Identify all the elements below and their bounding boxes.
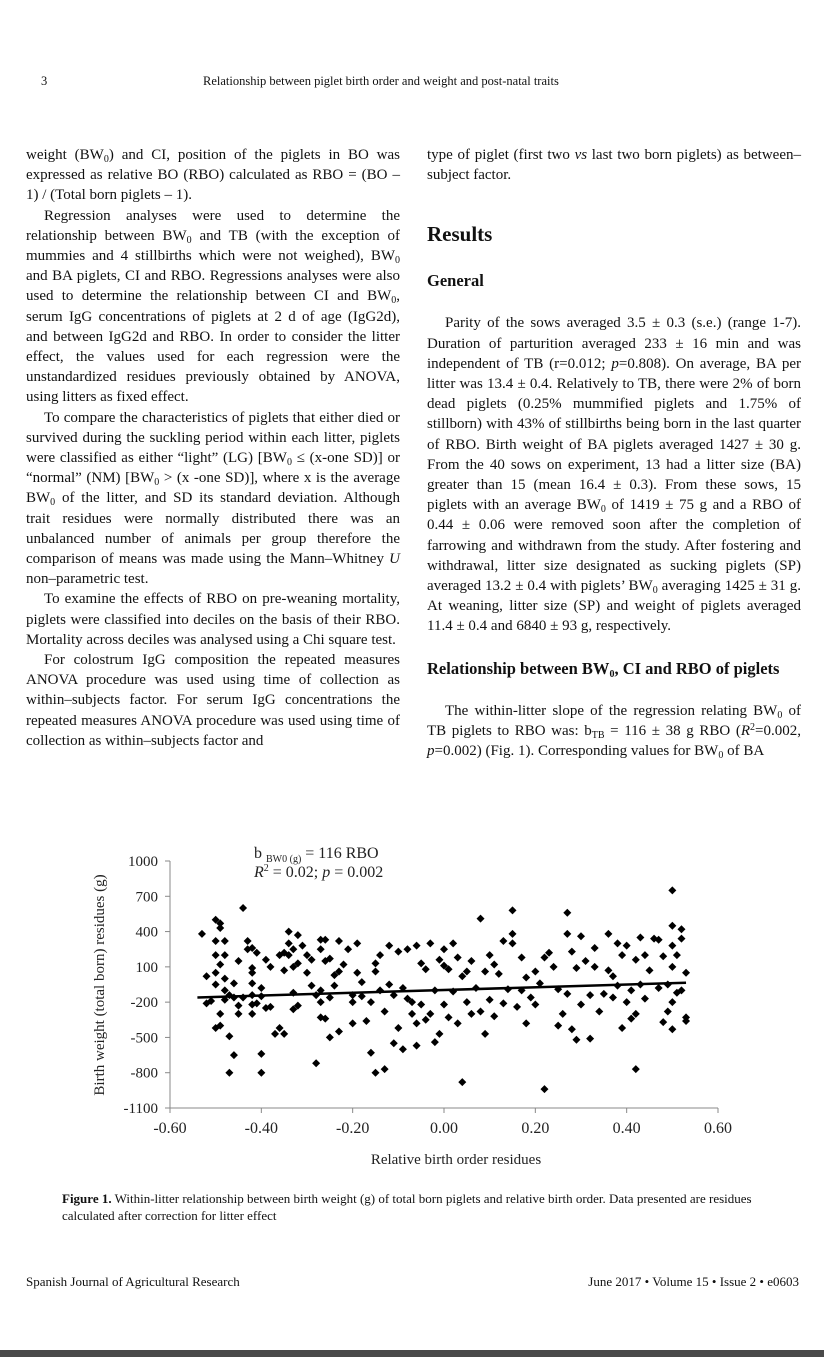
data-point — [422, 1016, 430, 1024]
data-point — [358, 978, 366, 986]
data-point — [477, 915, 485, 923]
data-point — [659, 952, 667, 960]
y-tick-label: -800 — [130, 1065, 158, 1082]
data-point — [563, 930, 571, 938]
y-tick-label: -200 — [130, 995, 158, 1012]
data-point — [659, 1018, 667, 1026]
regression-stats: $R^2 = 0.02$; p = 0.002 — [254, 863, 384, 881]
x-tick-label: 0.20 — [521, 1120, 550, 1137]
data-point — [582, 957, 590, 965]
data-point — [604, 966, 612, 974]
subsection-heading-relationship: Relationship between $BW_0$, CI and RBO of piglets — [427, 658, 780, 680]
data-point — [435, 956, 443, 964]
running-title: Relationship between piglet birth order and weight and post-natal traits — [203, 74, 559, 88]
data-point — [572, 1036, 580, 1044]
y-tick-label: -1100 — [123, 1101, 158, 1117]
data-point — [531, 1000, 539, 1008]
data-point — [276, 1024, 284, 1032]
x-tick-label: -0.20 — [336, 1120, 370, 1137]
data-point — [550, 963, 558, 971]
data-point — [435, 1030, 443, 1038]
y-axis-label: Birth weight (total born) residues (g) — [92, 874, 108, 1096]
data-point — [198, 930, 206, 938]
data-point — [668, 1025, 676, 1033]
left-column — [26, 145, 400, 751]
data-point — [335, 937, 343, 945]
data-point — [372, 1069, 380, 1077]
data-point — [344, 945, 352, 953]
paragraph: The within-litter slope of the regression relating $BW_0$ of TB piglets to RBO was: $b_{TB} = 116 \pm 38$ g RBO ($R^2=0.002$, p=0.002) (Fig. 1). Corresponding values for $BW_0$ of BA — [427, 702, 801, 762]
data-point — [668, 922, 676, 930]
data-point — [445, 1013, 453, 1021]
data-point — [641, 995, 649, 1003]
data-point — [426, 1010, 434, 1018]
data-point — [367, 998, 375, 1006]
data-point — [591, 963, 599, 971]
data-point — [349, 1019, 357, 1027]
data-point — [673, 951, 681, 959]
data-point — [463, 998, 471, 1006]
data-point — [486, 951, 494, 959]
data-point — [614, 939, 622, 947]
data-point — [248, 969, 256, 977]
paragraph: type of piglet (first two vs last two born piglets) as between–subject factor. — [427, 147, 801, 184]
chart-axes — [124, 854, 732, 1137]
data-point — [349, 998, 357, 1006]
data-point — [216, 924, 224, 932]
data-point — [308, 982, 316, 990]
data-point — [568, 1025, 576, 1033]
data-point — [248, 1010, 256, 1018]
scatter-plot — [0, 830, 824, 1175]
data-point — [458, 1078, 466, 1086]
data-point — [527, 993, 535, 1001]
data-point — [586, 991, 594, 999]
data-point — [385, 942, 393, 950]
data-point — [385, 981, 393, 989]
data-point — [271, 1030, 279, 1038]
data-point — [454, 953, 462, 961]
section-heading-results: Results — [427, 222, 493, 247]
data-point — [668, 886, 676, 894]
data-point — [280, 1030, 288, 1038]
data-point — [490, 1012, 498, 1020]
data-point — [372, 959, 380, 967]
data-point — [481, 968, 489, 976]
data-point — [340, 961, 348, 969]
data-point — [413, 1042, 421, 1050]
data-point — [499, 937, 507, 945]
data-point — [212, 937, 220, 945]
data-point — [239, 993, 247, 1001]
data-point — [372, 968, 380, 976]
data-point — [257, 984, 265, 992]
paragraph: To compare the characteristics of piglets that either died or survived during the suckling period within each litter, piglets were classified as either “light” (LG) [$BW_0 \le (x-one$ SD)] or “normal” (NM) [$BW_0 > (x$ -one SD)], where x is the average $BW_0$ of the litter, and SD its standard deviation. Although trait residues were normally distributed there was an unbalanced number of animals per group therefore the comparison of means was made using the Mann–Whitney U non–parametric test. — [26, 409, 401, 588]
x-tick-label: 0.60 — [704, 1120, 732, 1137]
data-point — [403, 945, 411, 953]
data-point — [572, 964, 580, 972]
data-point — [531, 968, 539, 976]
data-point — [509, 939, 517, 947]
data-point — [225, 1032, 233, 1040]
data-point — [390, 1039, 398, 1047]
data-point — [454, 1019, 462, 1027]
data-point — [495, 970, 503, 978]
data-point — [490, 961, 498, 969]
y-tick-label: 100 — [135, 959, 158, 976]
data-point — [230, 979, 238, 987]
data-point — [623, 942, 631, 950]
data-point — [394, 1024, 402, 1032]
data-point — [682, 969, 690, 977]
data-point — [257, 1069, 265, 1077]
data-point — [664, 1008, 672, 1016]
data-point — [632, 1065, 640, 1073]
data-point — [212, 951, 220, 959]
data-point — [262, 956, 270, 964]
data-point — [609, 993, 617, 1001]
data-point — [467, 1010, 475, 1018]
paragraph: For colostrum IgG composition the repeated measures ANOVA procedure was used using time of collection as within–subjects factor. For serum IgG concentrations the repeated measures ANOVA procedure was used using time of collection as within–subjects factor and — [26, 652, 400, 749]
data-point — [677, 935, 685, 943]
data-point — [376, 951, 384, 959]
data-point — [285, 928, 293, 936]
data-point — [203, 972, 211, 980]
data-point — [431, 1038, 439, 1046]
data-point — [235, 1002, 243, 1010]
data-point — [417, 959, 425, 967]
data-point — [668, 942, 676, 950]
data-point — [230, 1051, 238, 1059]
paragraph: Parity of the sows averaged 3.5 ± 0.3 (s.e.) (range 1-7). Duration of parturition averaged 233 ± 16 min and was independent of TB (r=0.012; p=0.808). On average, BA per litter was 13.4 ± 0.4. Relatively to TB, there were 2% of born dead piglets (0.25% mummified piglets and 1.75% of stillborn) with 43% of stillbirths being born in the last quarter of RBO. Birth weight of BA piglets averaged 1427 ± 30 g. From the 40 sows on experiment, 13 had a litter size (BA) greater than 15 (mean 16.4 ± 0.3). From these sows, 15 piglets with an average $BW_0$ of 1419 ± 75 g and a RBO of 0.44 ± 0.06 were removed soon after the completion of farrowing and withdrawn from the study. After fostering and withdrawal, litter size designated as sucking piglets (SP) averaged 13.2 ± 0.4 with piglets’ $BW_0$ averaging 1425 ± 31 g. At weaning, litter size (SP) and weight of piglets averaged 11.4 ± 0.4 and 6840 ± 93 g, respectively. — [427, 315, 801, 635]
subsection-heading-general: General — [427, 271, 484, 291]
paragraph: weight $(BW_0)$ and CI, position of the piglets in BO was expressed as relative BO (RBO) calculated as RBO = (BO – 1) / (Total born piglets – 1). — [26, 147, 401, 204]
data-point — [554, 1022, 562, 1030]
data-point — [467, 957, 475, 965]
data-point — [266, 963, 274, 971]
data-point — [577, 932, 585, 940]
data-point — [632, 956, 640, 964]
data-point — [509, 930, 517, 938]
paragraph: To examine the effects of RBO on pre-weaning mortality, piglets were classified into deciles on the basis of their RBO. Mortality across deciles was analysed using a Chi square test. — [26, 591, 400, 648]
right-column — [427, 145, 801, 761]
data-point — [518, 953, 526, 961]
data-point — [426, 939, 434, 947]
data-point — [381, 1008, 389, 1016]
data-point — [330, 982, 338, 990]
x-tick-label: 0.00 — [430, 1120, 458, 1137]
data-point — [627, 986, 635, 994]
data-point — [317, 998, 325, 1006]
data-point — [413, 942, 421, 950]
data-point — [353, 969, 361, 977]
data-point — [540, 1085, 548, 1093]
data-point — [618, 951, 626, 959]
data-point — [668, 963, 676, 971]
data-point — [668, 998, 676, 1006]
data-point — [367, 1049, 375, 1057]
data-point — [285, 939, 293, 947]
data-point — [244, 937, 252, 945]
data-point — [321, 936, 329, 944]
data-point — [481, 1030, 489, 1038]
data-point — [303, 969, 311, 977]
x-tick-label: -0.40 — [244, 1120, 278, 1137]
x-tick-label: 0.40 — [612, 1120, 641, 1137]
y-tick-label: 1000 — [128, 854, 158, 870]
data-point — [440, 1000, 448, 1008]
data-point — [257, 1050, 265, 1058]
data-point — [646, 966, 654, 974]
data-point — [477, 1008, 485, 1016]
figure-1-scatter-chart — [0, 830, 824, 1175]
viewer-bottom-bar — [0, 1350, 824, 1357]
y-tick-label: 700 — [135, 889, 158, 906]
data-point — [289, 945, 297, 953]
y-tick-label: -500 — [130, 1030, 158, 1047]
data-point — [563, 909, 571, 917]
x-axis-label: Relative birth order residues — [370, 1152, 542, 1168]
data-point — [559, 1010, 567, 1018]
data-point — [591, 944, 599, 952]
data-point — [604, 930, 612, 938]
figure-label: Figure 1. — [62, 1191, 112, 1206]
data-point — [522, 1019, 530, 1027]
x-tick-label: -0.60 — [153, 1120, 187, 1137]
data-point — [563, 990, 571, 998]
data-point — [335, 1028, 343, 1036]
data-point — [513, 1003, 521, 1011]
data-point — [280, 966, 288, 974]
data-point — [399, 1045, 407, 1053]
y-tick-label: 400 — [135, 924, 158, 941]
data-point — [595, 1008, 603, 1016]
data-point — [212, 969, 220, 977]
data-point — [394, 948, 402, 956]
data-point — [577, 1000, 585, 1008]
data-point — [248, 979, 256, 987]
data-point — [221, 951, 229, 959]
data-point — [586, 1035, 594, 1043]
data-point — [641, 951, 649, 959]
data-point — [239, 904, 247, 912]
paragraph: Regression analyses were used to determine the relationship between $BW_0$ and TB (with the exception of mummies and 4 stillbirths which were not weighed), $BW_0$ and BA piglets, CI and RBO. Regressions analyses were also used to determine the relationship between CI and $BW_0$, serum IgG concentrations of piglets at 2 d of age (IgG2d), and between IgG2d and RBO. In order to consider the litter effect, the values used for each regression were the unstandardized residues previously obtained by ANOVA, using litters as fixed effect. — [26, 207, 400, 406]
data-point — [212, 981, 220, 989]
data-point — [417, 1000, 425, 1008]
data-point — [568, 948, 576, 956]
regression-equation: b $_{BW0 (g)}$ = 116 RBO — [254, 845, 379, 865]
data-point — [362, 1017, 370, 1025]
data-point — [326, 1033, 334, 1041]
data-point — [216, 961, 224, 969]
data-point — [618, 1024, 626, 1032]
data-point — [509, 906, 517, 914]
data-point — [317, 945, 325, 953]
data-point — [449, 939, 457, 947]
page-number: 3 — [41, 74, 48, 88]
data-point — [486, 996, 494, 1004]
data-point — [499, 999, 507, 1007]
data-point — [440, 945, 448, 953]
issue-info: June 2017 • Volume 15 • Issue 2 • e0603 — [588, 1274, 799, 1289]
data-point — [413, 1019, 421, 1027]
data-point — [312, 1059, 320, 1067]
running-header — [0, 74, 824, 92]
data-point — [294, 931, 302, 939]
figure-caption: Figure 1. Within-litter relationship between birth weight (g) of total born piglets and relative birth order. Data presented are residues calculated after correction for litter effect — [62, 1191, 752, 1223]
data-point — [636, 933, 644, 941]
data-point — [216, 1010, 224, 1018]
data-point — [609, 972, 617, 980]
data-point — [235, 1010, 243, 1018]
data-point — [655, 984, 663, 992]
data-point — [600, 990, 608, 998]
data-point — [408, 1010, 416, 1018]
data-point — [225, 1069, 233, 1077]
data-point — [381, 1065, 389, 1073]
data-point — [422, 965, 430, 973]
data-point — [677, 925, 685, 933]
data-point — [298, 942, 306, 950]
journal-name: Spanish Journal of Agricultural Research — [26, 1274, 240, 1289]
data-point — [221, 937, 229, 945]
data-point — [235, 957, 243, 965]
data-point — [221, 975, 229, 983]
data-point — [353, 939, 361, 947]
data-point — [623, 998, 631, 1006]
data-point — [522, 973, 530, 981]
